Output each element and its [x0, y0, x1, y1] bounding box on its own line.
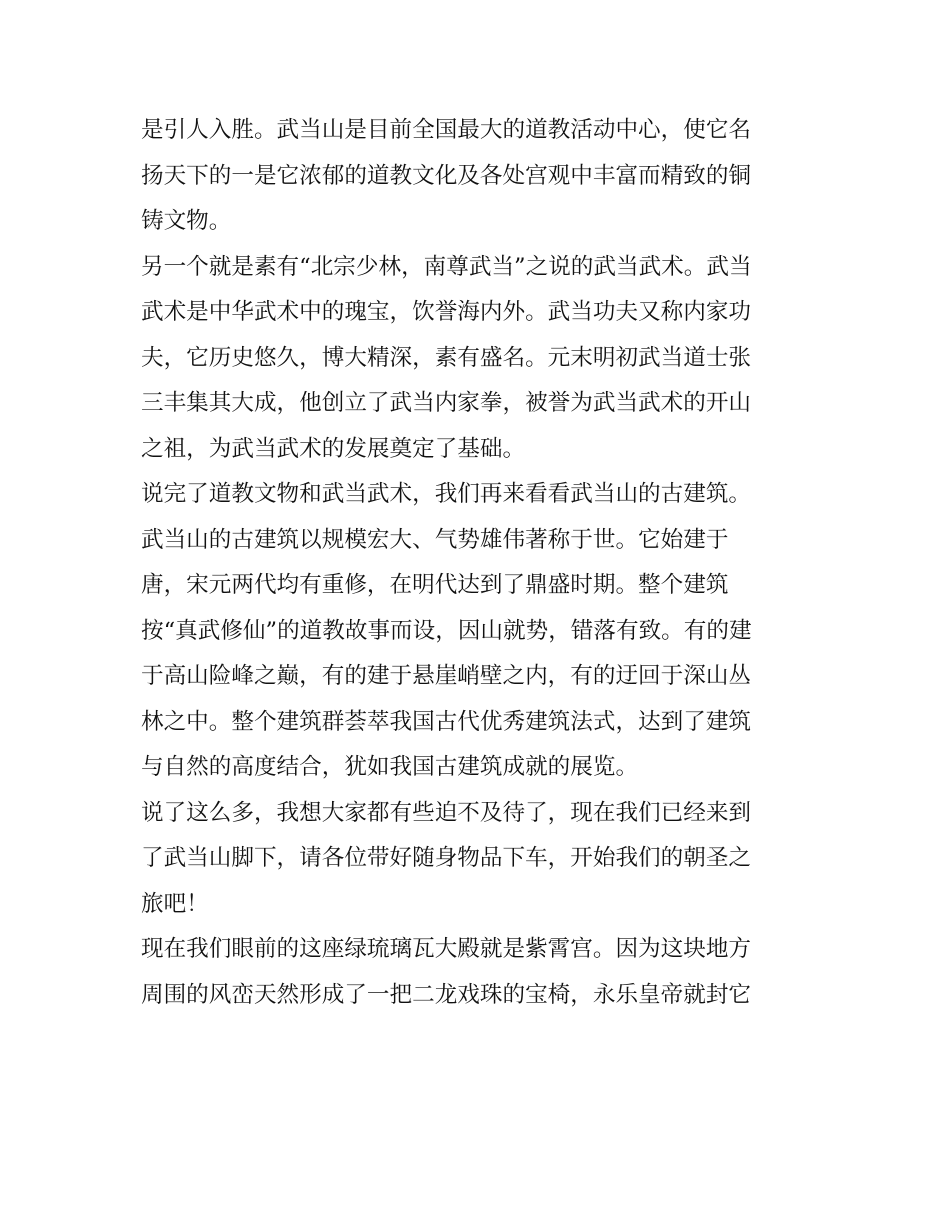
text-line: 武当山的古建筑以规模宏大、气势雄伟著称于世。它始建于: [141, 526, 729, 553]
text-line: 林之中。整个建筑群荟萃我国古代优秀建筑法式，达到了建筑: [141, 708, 752, 735]
text-line: 说了这么多，我想大家都有些迫不及待了，现在我们已经来到: [141, 799, 752, 826]
text-line: 按“真武修仙”的道教故事而设，因山就势，错落有致。有的建: [141, 617, 752, 644]
text-line: 是引人入胜。武当山是目前全国最大的道教活动中心，使它名: [141, 117, 752, 143]
text-line: 了武当山脚下，请各位带好随身物品下车，开始我们的朝圣之: [141, 845, 752, 871]
text-line: 现在我们眼前的这座绿琉璃瓦大殿就是紫霄宫。因为这块地方: [141, 936, 752, 962]
text-line: 另一个就是素有“北宗少林，南尊武当”之说的武当武术。武当: [141, 253, 752, 280]
text-line: 夫，它历史悠久，博大精深，素有盛名。元末明初武当道士张: [141, 344, 752, 371]
text-line: 武术是中华武术中的瑰宝，饮誉海内外。武当功夫又称内家功: [141, 299, 752, 325]
text-line: 与自然的高度结合，犹如我国古建筑成就的展览。: [141, 754, 639, 780]
text-line: 之祖，为武当武术的发展奠定了基础。: [141, 435, 526, 462]
text-line: 周围的风峦天然形成了一把二龙戏珠的宝椅，永乐皇帝就封它: [141, 981, 752, 1008]
text-line: 唐，宋元两代均有重修，在明代达到了鼎盛时期。整个建筑: [141, 572, 729, 598]
text-line: 说完了道教文物和武当武术，我们再来看看武当山的古建筑。: [141, 481, 752, 507]
text-line: 扬天下的一是它浓郁的道教文化及各处宫观中丰富而精致的铜: [141, 162, 752, 189]
text-line: 铸文物。: [141, 208, 232, 234]
text-line: 三丰集其大成，他创立了武当内家拳，被誉为武当武术的开山: [141, 390, 752, 416]
body-text: [141, 108, 813, 1018]
text-line: 于高山险峰之巅，有的建于悬崖峭壁之内，有的迂回于深山丛: [141, 663, 752, 689]
text-line: 旅吧！: [141, 890, 209, 917]
